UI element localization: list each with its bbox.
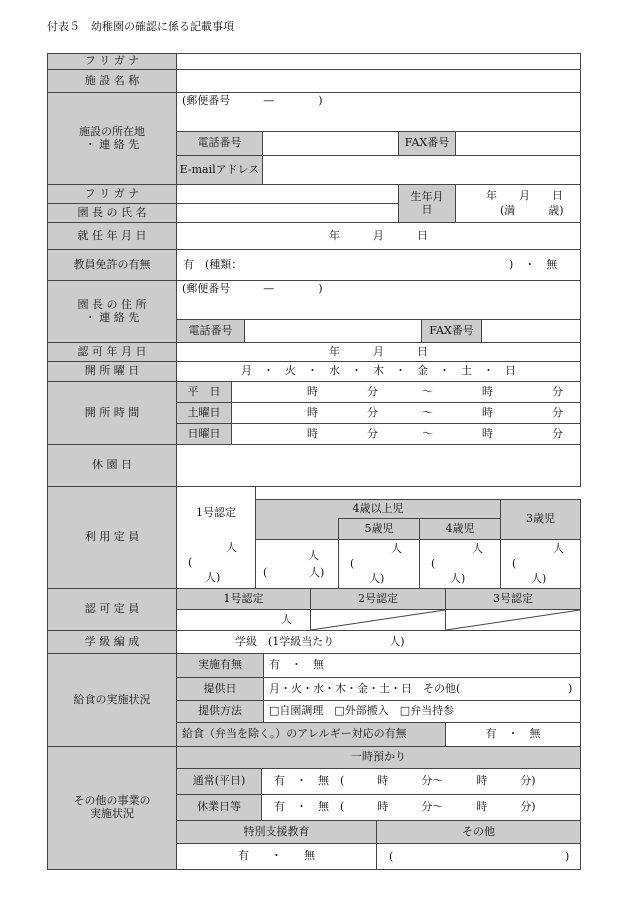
director-furigana-field[interactable] xyxy=(176,184,399,204)
saturday-hours-field[interactable] xyxy=(231,402,581,424)
allergy-field[interactable]: 有 ・ 無 xyxy=(445,722,581,747)
age-value: (満 歳) xyxy=(500,204,564,217)
weekday-start-hour: 時 xyxy=(307,385,318,398)
saturday-end-min: 分 xyxy=(552,406,563,419)
label-holidays: 休 園 日 xyxy=(47,444,177,487)
label-capacity: 利 用 定 員 xyxy=(47,486,177,589)
meal-method-field[interactable]: □自園調理 □外部搬入 □弁当持参 xyxy=(263,700,581,723)
meal-days-value: 月・火・水・木・金・土・日 その他( xyxy=(269,682,461,695)
saturday-start-min: 分 xyxy=(367,406,378,419)
label-class-org: 学 級 編 成 xyxy=(47,630,177,654)
sunday-start-hour: 時 xyxy=(307,427,318,440)
label-sunday: 日曜日 xyxy=(176,423,232,445)
header-other: その他 xyxy=(376,820,581,844)
age4-nin: 人 xyxy=(472,542,483,555)
header-special-support: 特別支援教育 xyxy=(176,820,377,844)
director-name-field[interactable] xyxy=(176,203,399,223)
normal-weekday-field[interactable]: 有 ・ 無 ( 時 分～ 時 分) xyxy=(261,768,581,795)
facility-phone-field[interactable] xyxy=(262,131,399,156)
meal-days-field[interactable] xyxy=(263,677,581,701)
age5-nin: 人 xyxy=(391,542,402,555)
header-approved-cert1: 1号認定 xyxy=(176,588,311,610)
capacity-age4-field[interactable] xyxy=(419,539,501,589)
label-other-status: その他の事業の 実施状況 xyxy=(47,746,177,870)
label-director-phone: 電話番号 xyxy=(176,319,245,343)
label-opening-hours: 開 所 時 間 xyxy=(47,381,177,445)
saturday-start-hour: 時 xyxy=(307,406,318,419)
label-director-fax: FAX番号 xyxy=(421,319,482,343)
facility-fax-field[interactable] xyxy=(455,131,581,156)
approved-cert3-na xyxy=(445,609,581,631)
age4-paren-close: 人) xyxy=(450,572,466,585)
label-meal-days: 提供日 xyxy=(176,677,264,701)
class-org-value: 学級 (1学級当たり 人) xyxy=(235,635,405,648)
header-temp-care: 一時預かり xyxy=(176,746,581,769)
capacity-age3-field[interactable] xyxy=(500,539,581,589)
label-appointment-date: 就 任 年 月 日 xyxy=(47,222,177,250)
sunday-hours-field[interactable] xyxy=(231,423,581,445)
label-director-name: 園 長 の 氏 名 xyxy=(47,203,177,223)
label-teacher-license: 教員免許の有無 xyxy=(47,249,177,281)
facility-postal-field[interactable]: (郵便番号 — ) xyxy=(176,92,581,132)
label-facility-fax: FAX番号 xyxy=(398,131,456,156)
header-over4-filler xyxy=(255,518,339,540)
document-title: 付表５ 幼稚園の確認に係る記載事項 xyxy=(47,20,234,33)
label-holiday-etc: 休業日等 xyxy=(176,794,262,821)
weekday-hours-field[interactable] xyxy=(231,381,581,403)
weekday-start-min: 分 xyxy=(367,385,378,398)
saturday-end-hour: 時 xyxy=(482,406,493,419)
cert1-paren-close: 人) xyxy=(205,571,221,584)
holiday-etc-field[interactable]: 有 ・ 無 ( 時 分～ 時 分) xyxy=(261,794,581,821)
approval-date-field[interactable]: 年 月 日 xyxy=(176,342,581,362)
approved-cert1-field[interactable] xyxy=(176,609,311,631)
diagonal-line xyxy=(446,610,580,630)
label-director-address: 園 長 の 住 所 ・ 連 絡 先 xyxy=(47,280,177,343)
header-age4: 4歳児 xyxy=(419,518,501,540)
cert1-nin: 人 xyxy=(226,541,237,554)
facility-furigana-field[interactable] xyxy=(176,53,581,70)
over4-paren-close: 人) xyxy=(309,566,325,579)
special-support-field[interactable]: 有 ・ 無 xyxy=(176,843,377,870)
header-over4: 4歳以上児 xyxy=(255,499,501,519)
cert1-paren: ( xyxy=(188,556,193,569)
capacity-cert1-field[interactable] xyxy=(176,539,256,589)
sunday-end-min: 分 xyxy=(552,427,563,440)
label-facility-furigana: フ リ ガ ナ xyxy=(47,53,177,70)
label-normal-weekday: 通常(平日) xyxy=(176,768,262,795)
director-fax-field[interactable] xyxy=(481,319,581,343)
label-approved-capacity: 認 可 定 員 xyxy=(47,588,177,631)
license-type-value: 有 (種類： xyxy=(183,258,243,271)
sunday-end-hour: 時 xyxy=(482,427,493,440)
director-phone-field[interactable] xyxy=(244,319,422,343)
other-paren-open: ( xyxy=(389,850,394,863)
label-meal-method: 提供方法 xyxy=(176,700,264,723)
approved-cert1-nin: 人 xyxy=(281,613,292,626)
header-approved-cert2: 2号認定 xyxy=(310,588,446,610)
other-field[interactable] xyxy=(376,843,581,870)
birthdate-value: 年 月 日 xyxy=(486,189,563,202)
sunday-tilde: ～ xyxy=(422,427,433,440)
over4-paren: ( xyxy=(263,566,268,579)
label-birthdate: 生年月日 xyxy=(398,184,456,223)
label-director-furigana: フ リ ガ ナ xyxy=(47,184,177,204)
header-approved-cert3: 3号認定 xyxy=(445,588,581,610)
label-saturday: 土曜日 xyxy=(176,402,232,424)
holidays-field[interactable] xyxy=(176,444,581,487)
other-paren-close: ) xyxy=(565,850,570,863)
label-facility-address: 施設の所在地 ・ 連 絡 先 xyxy=(47,92,177,185)
label-facility-phone: 電話番号 xyxy=(176,131,263,156)
class-org-field[interactable] xyxy=(176,630,581,654)
license-none-value: ) ・ 無 xyxy=(509,258,558,271)
header-cert1: 1号認定 xyxy=(176,486,256,540)
label-approval-date: 認 可 年 月 日 xyxy=(47,342,177,362)
header-age5: 5歳児 xyxy=(338,518,420,540)
age3-nin: 人 xyxy=(553,542,564,555)
facility-email-field[interactable] xyxy=(262,155,581,185)
over4-nin: 人 xyxy=(308,549,319,562)
saturday-tilde: ～ xyxy=(422,406,433,419)
weekday-end-hour: 時 xyxy=(482,385,493,398)
label-facility-name: 施 設 名 称 xyxy=(47,69,177,93)
label-meal-status: 給食の実施状況 xyxy=(47,653,177,747)
label-allergy: 給食（弁当を除く。）のアレルギー対応の有無 xyxy=(176,722,446,747)
director-postal-field[interactable]: (郵便番号 — ) xyxy=(176,280,581,320)
weekday-end-min: 分 xyxy=(552,385,563,398)
age3-paren: ( xyxy=(512,557,517,570)
registration-form xyxy=(47,53,581,870)
approved-cert2-na xyxy=(310,609,446,631)
header-age3: 3歳児 xyxy=(500,499,581,540)
birthdate-field[interactable] xyxy=(455,184,581,223)
capacity-over4-field[interactable] xyxy=(255,539,339,589)
opening-days-field[interactable]: 月 ・ 火 ・ 水 ・ 木 ・ 金 ・ 土 ・ 日 xyxy=(176,361,581,382)
sunday-start-min: 分 xyxy=(367,427,378,440)
teacher-license-field[interactable] xyxy=(176,249,581,281)
capacity-age5-field[interactable] xyxy=(338,539,420,589)
meal-impl-field[interactable]: 有 ・ 無 xyxy=(263,653,581,678)
age5-paren-close: 人) xyxy=(369,572,385,585)
meal-days-close: ) xyxy=(568,682,573,695)
label-weekday: 平 日 xyxy=(176,381,232,403)
label-opening-days: 開 所 曜 日 xyxy=(47,361,177,382)
age5-paren: ( xyxy=(350,557,355,570)
label-facility-email: E-mailアドレス xyxy=(176,155,263,185)
weekday-tilde: ～ xyxy=(422,385,433,398)
diagonal-line xyxy=(311,610,445,630)
facility-name-field[interactable] xyxy=(176,69,581,93)
label-meal-impl: 実施有無 xyxy=(176,653,264,678)
age3-paren-close: 人) xyxy=(531,572,547,585)
age4-paren: ( xyxy=(431,557,436,570)
appointment-date-field[interactable]: 年 月 日 xyxy=(176,222,581,250)
